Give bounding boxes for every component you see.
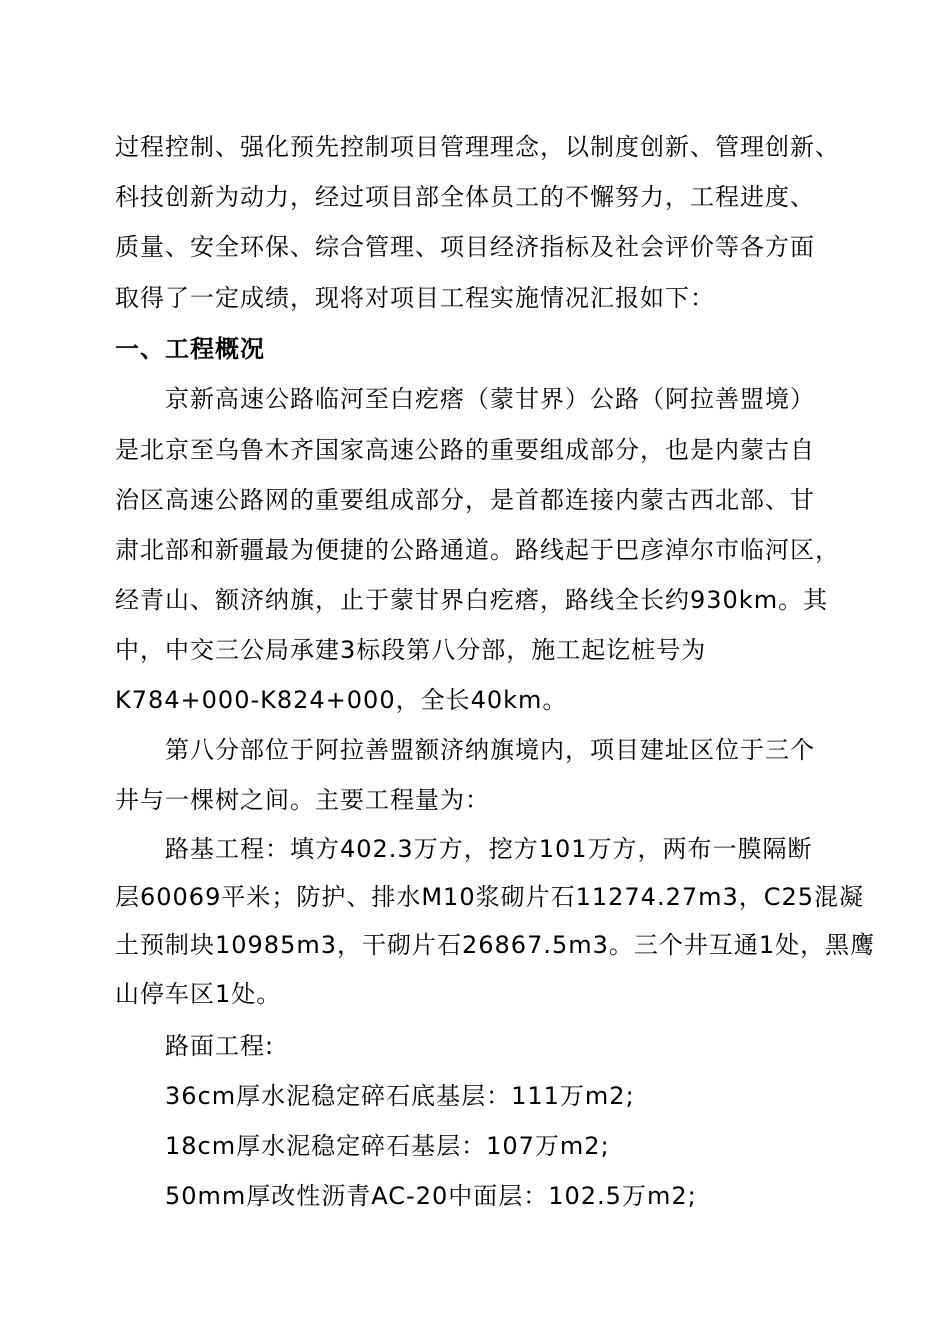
section-heading: 一、工程概况 xyxy=(115,335,265,363)
paragraph-line: 科技创新为动力，经过项目部全体员工的不懈努力，工程进度、 xyxy=(115,183,815,211)
paragraph-line: 土预制块10985m3，干砌片石26867.5m3。三个井互通1处，黑鹰 xyxy=(115,931,876,959)
paragraph-line: 路基工程：填方402.3万方，挖方101万方，两布一膜隔断 xyxy=(165,835,813,863)
paragraph-line: 层60069平米；防护、排水M10浆砌片石11274.27m3，C25混凝 xyxy=(115,883,865,911)
paragraph-line: 质量、安全环保、综合管理、项目经济指标及社会评价等各方面 xyxy=(115,233,815,261)
paragraph-line: 取得了一定成绩，现将对项目工程实施情况汇报如下： xyxy=(115,284,715,312)
paragraph-line: 36cm厚水泥稳定碎石底基层：111万m2; xyxy=(165,1082,635,1110)
paragraph-line: 50mm厚改性沥青AC-20中面层：102.5万m2; xyxy=(165,1182,697,1210)
paragraph-line: 经青山、额济纳旗，止于蒙甘界白疙瘩，路线全长约930km。其 xyxy=(115,586,829,614)
paragraph-line: 第八分部位于阿拉善盟额济纳旗境内，项目建址区位于三个 xyxy=(165,736,815,764)
paragraph-line: 是北京至乌鲁木齐国家高速公路的重要组成部分，也是内蒙古自 xyxy=(115,436,815,464)
paragraph-line: 过程控制、强化预先控制项目管理理念，以制度创新、管理创新、 xyxy=(115,133,840,161)
paragraph-line: 中，中交三公局承建3标段第八分部，施工起讫桩号为 xyxy=(115,636,707,664)
paragraph-line: 治区高速公路网的重要组成部分，是首都连接内蒙古西北部、甘 xyxy=(115,486,815,514)
paragraph-line: 京新高速公路临河至白疙瘩（蒙甘界）公路（阿拉善盟境） xyxy=(165,385,815,413)
paragraph-line: K784+000-K824+000，全长40km。 xyxy=(115,686,568,714)
paragraph-line: 路面工程: xyxy=(165,1032,275,1060)
paragraph-line: 18cm厚水泥稳定碎石基层：107万m2; xyxy=(165,1132,610,1160)
paragraph-line: 山停车区1处。 xyxy=(115,980,282,1008)
paragraph-line: 井与一棵树之间。主要工程量为： xyxy=(115,786,490,814)
paragraph-line: 肃北部和新疆最为便捷的公路通道。路线起于巴彦淖尔市临河区， xyxy=(115,536,840,564)
